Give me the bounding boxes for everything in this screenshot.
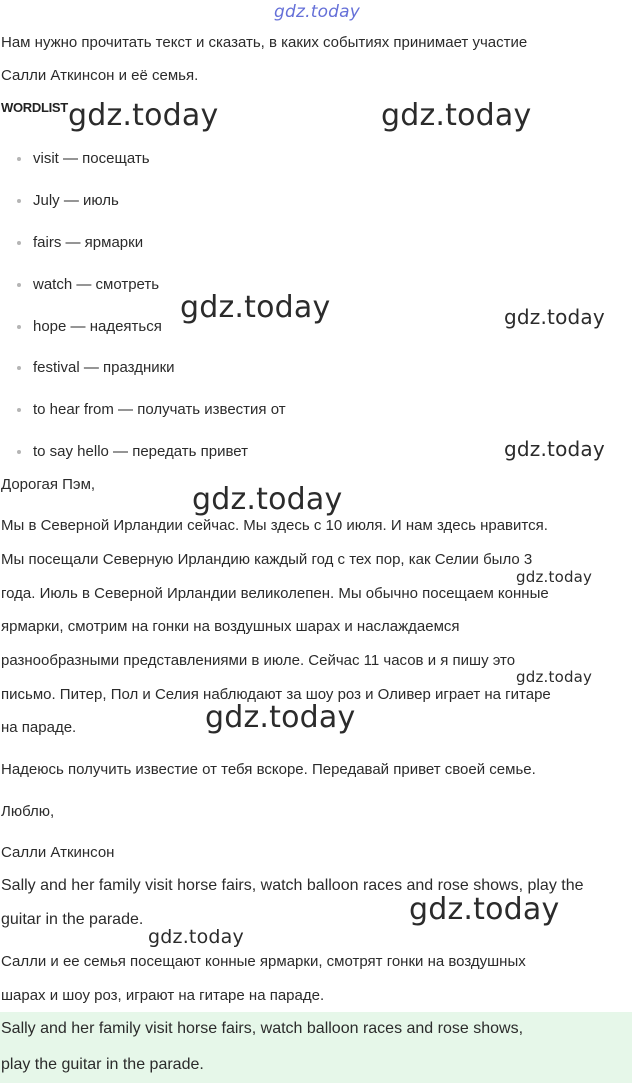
highlighted-answer-line: play the guitar in the parade. — [1, 1056, 204, 1073]
list-item-text: fairs — ярмарки — [33, 234, 144, 251]
watermark: gdz.today — [180, 290, 331, 325]
letter-line: года. Июль в Северной Ирландии великолепен. Мы обычно посещаем конные — [1, 585, 549, 602]
list-item-text: visit — посещать — [33, 150, 150, 167]
intro-line-2: Салли Аткинсон и её семья. — [1, 67, 199, 84]
list-item-text: to hear from — получать известия от — [33, 401, 286, 418]
letter-line: на параде. — [1, 719, 77, 736]
answer-en-line: guitar in the parade. — [1, 911, 144, 928]
bullet-icon — [17, 241, 21, 245]
letter-line: ярмарки, смотрим на гонки на воздушных шарах и наслаждаемся — [1, 618, 460, 635]
bullet-icon — [17, 325, 21, 329]
answer-ru-line: Салли и ее семья посещают конные ярмарки, смотрят гонки на воздушных — [1, 953, 526, 970]
list-item-text: to say hello — передать привет — [33, 443, 249, 460]
letter-paragraph-2: Надеюсь получить известие от тебя вскоре. Передавай привет своей семье. — [1, 761, 536, 778]
letter-signature: Салли Аткинсон — [1, 844, 115, 861]
list-item-text: hope — надеяться — [33, 318, 162, 335]
watermark: gdz.today — [516, 568, 593, 586]
watermark: gdz.today — [516, 668, 593, 686]
watermark: gdz.today — [148, 926, 244, 948]
wordlist-heading: WORDLIST — [1, 100, 68, 115]
letter-line: Мы в Северной Ирландии сейчас. Мы здесь с 10 июля. И нам здесь нравится. — [1, 517, 548, 534]
list-item-text: watch — смотреть — [33, 276, 160, 293]
bullet-icon — [17, 366, 21, 370]
list-item-text: festival — праздники — [33, 359, 175, 376]
watermark: gdz.today — [205, 700, 356, 735]
letter-line: разнообразными представлениями в июле. Сейчас 11 часов и я пишу это — [1, 652, 516, 669]
answer-ru-line: шарах и шоу роз, играют на гитаре на параде. — [1, 987, 325, 1004]
watermark: gdz.today — [504, 437, 605, 461]
bullet-icon — [17, 408, 21, 412]
bullet-icon — [17, 199, 21, 203]
letter-line: Мы посещали Северную Ирландию каждый год с тех пор, как Селии было 3 — [1, 551, 533, 568]
bullet-icon — [17, 157, 21, 161]
watermark-top: gdz.today — [274, 2, 361, 22]
letter-closing: Люблю, — [1, 803, 55, 820]
list-item-text: July — июль — [33, 192, 119, 209]
watermark: gdz.today — [504, 305, 605, 329]
watermark: gdz.today — [68, 98, 219, 133]
watermark: gdz.today — [409, 892, 560, 927]
highlighted-answer-box — [0, 1012, 632, 1083]
highlighted-answer-line: Sally and her family visit horse fairs, watch balloon races and rose shows, — [1, 1020, 524, 1037]
letter-greeting: Дорогая Пэм, — [1, 476, 96, 493]
watermark: gdz.today — [192, 482, 343, 517]
letter-line: письмо. Питер, Пол и Селия наблюдают за шоу роз и Оливер играет на гитаре — [1, 686, 551, 703]
answer-en-line: Sally and her family visit horse fairs, watch balloon races and rose shows, play the — [1, 877, 584, 894]
bullet-icon — [17, 450, 21, 454]
watermark: gdz.today — [381, 98, 532, 133]
intro-line-1: Нам нужно прочитать текст и сказать, в каких событиях принимает участие — [1, 34, 528, 51]
bullet-icon — [17, 283, 21, 287]
